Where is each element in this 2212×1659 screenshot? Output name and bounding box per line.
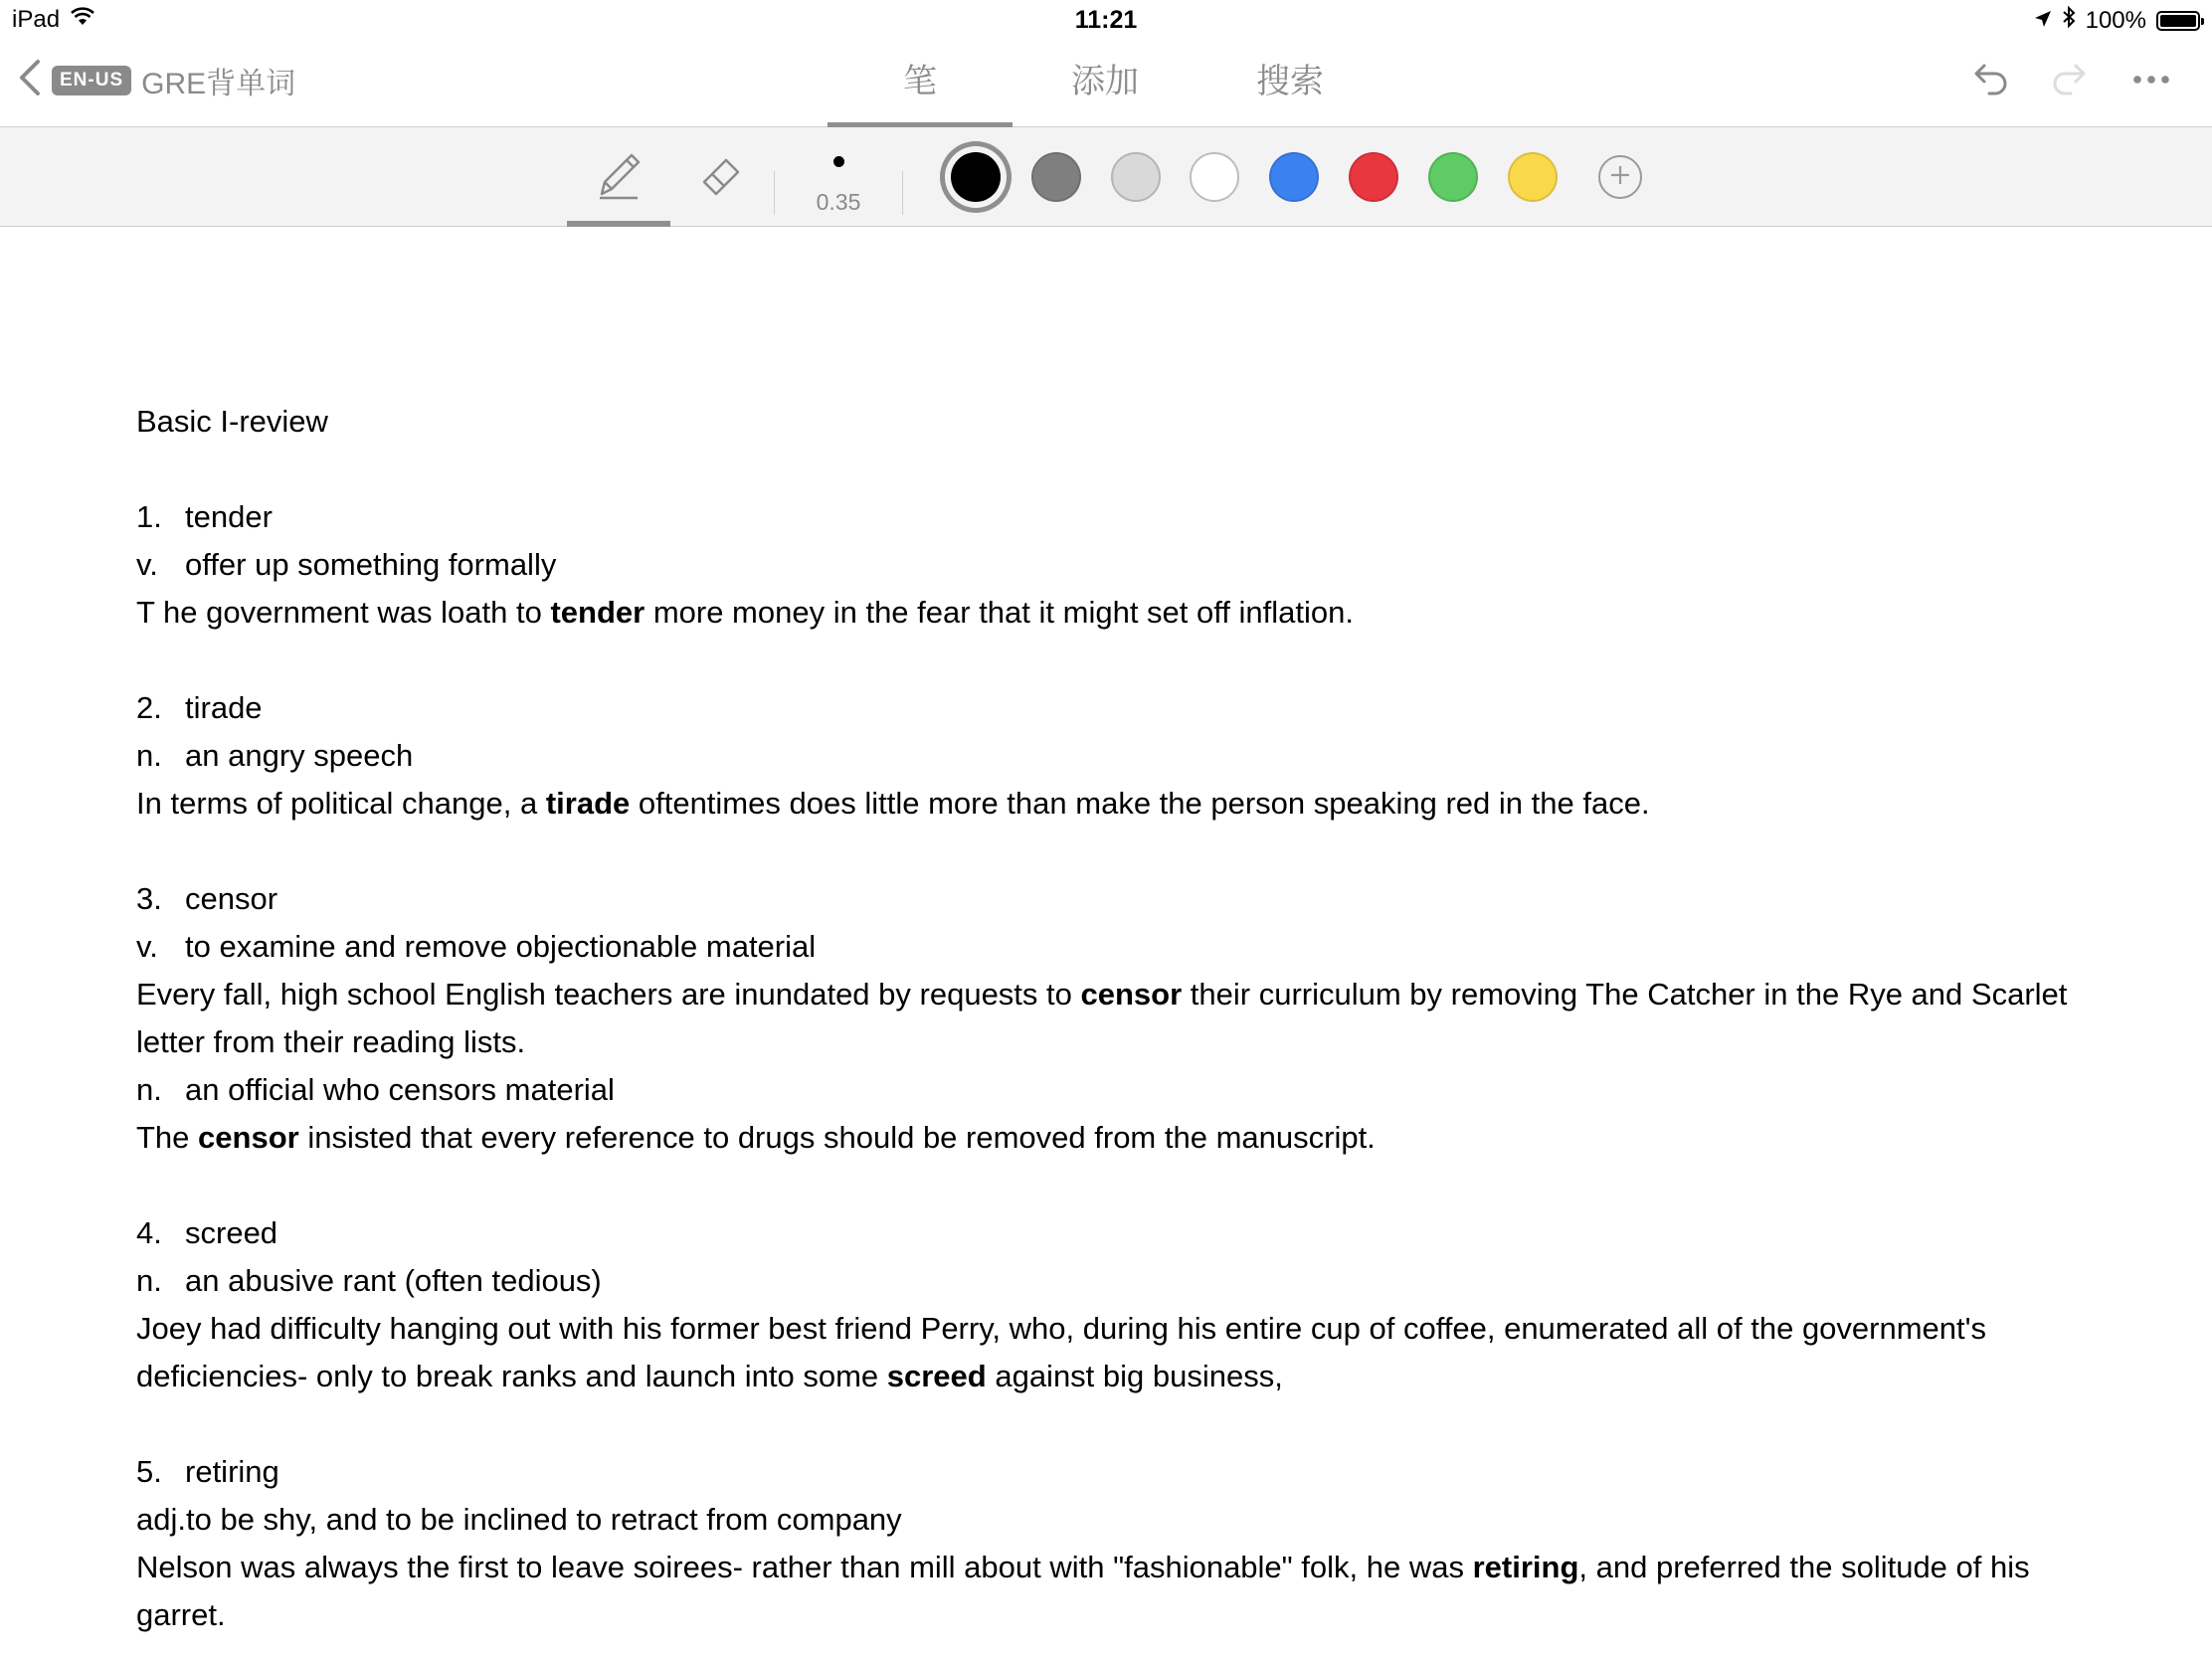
bluetooth-icon	[2062, 6, 2076, 35]
definition-text: an angry speech	[185, 738, 414, 773]
color-swatch-red[interactable]	[1349, 152, 1398, 202]
entry-headword-line	[136, 684, 2086, 732]
example-text: insisted that every reference to drugs should be removed from the manuscript.	[298, 1120, 1376, 1155]
status-bar	[0, 0, 2212, 40]
plus-icon	[1608, 163, 1632, 192]
entry-definition-line	[136, 1066, 2086, 1114]
entry-number: 1.	[136, 499, 162, 534]
example-keyword: screed	[886, 1359, 987, 1393]
example-keyword: tirade	[545, 786, 631, 821]
tab-bar	[828, 40, 1382, 127]
entry-definition-line	[136, 1257, 2086, 1305]
nav-actions	[1967, 58, 2172, 101]
entry-number: 2.	[136, 690, 162, 725]
color-swatch-white[interactable]	[1190, 152, 1239, 202]
tab-pen[interactable]: 笔	[828, 40, 1013, 127]
notebook-title: GRE背单词	[141, 67, 296, 100]
entry-headword-line	[136, 875, 2086, 923]
blank-line	[136, 446, 2086, 493]
blank-line	[136, 637, 2086, 684]
example-text: their curriculum by removing The Catcher in the Rye and Scarlet letter from their reading lists.	[136, 977, 2068, 1059]
part-of-speech: n.	[136, 1263, 162, 1298]
definition-text: to examine and remove objectionable material	[185, 929, 817, 964]
example-keyword: censor	[1080, 977, 1183, 1012]
entry-word: tirade	[185, 690, 263, 725]
color-swatch-gray[interactable]	[1031, 152, 1081, 202]
chevron-left-icon	[18, 58, 42, 102]
blank-line	[136, 828, 2086, 875]
example-sentence	[136, 589, 2086, 637]
status-right	[2034, 6, 2200, 35]
color-swatch-yellow[interactable]	[1508, 152, 1558, 202]
eraser-tool-button[interactable]	[676, 127, 766, 227]
note-title: Basic I-review	[136, 404, 328, 439]
example-sentence	[136, 1544, 2086, 1639]
definition-text: an official who censors material	[185, 1072, 615, 1107]
device-name: iPad	[12, 6, 61, 33]
tab-search[interactable]: 搜索	[1256, 63, 1324, 100]
entry-definition-line	[136, 732, 2086, 780]
blank-line	[136, 1400, 2086, 1448]
toolbar-divider	[902, 171, 903, 215]
redo-icon[interactable]	[2049, 58, 2093, 101]
entry-word: censor	[185, 881, 278, 916]
battery-percent: 100%	[2085, 6, 2146, 34]
entry-number: 3.	[136, 881, 162, 916]
definition-text: offer up something formally	[185, 547, 557, 582]
definition-text: an abusive rant (often tedious)	[185, 1263, 602, 1298]
example-text: T he government was loath to	[136, 595, 551, 630]
example-text: oftentimes does little more than make the person speaking red in the face.	[630, 786, 1650, 821]
add-color-button[interactable]	[1598, 155, 1642, 199]
stroke-width-dot	[833, 156, 844, 167]
battery-level	[2160, 15, 2196, 27]
example-text: against big business,	[986, 1359, 1283, 1393]
entry-word: retiring	[185, 1454, 279, 1489]
part-of-speech: n.	[136, 1072, 162, 1107]
example-text: In terms of political change, a	[136, 786, 546, 821]
entry-definition-line	[136, 923, 2086, 971]
stroke-width-value: 0.35	[816, 189, 861, 215]
pen-tool-button[interactable]	[567, 127, 670, 227]
more-options-icon[interactable]	[2130, 58, 2172, 101]
status-time: 11:21	[1074, 6, 1138, 34]
entry-word: tender	[185, 499, 273, 534]
example-sentence	[136, 1305, 2086, 1400]
entry-word: screed	[185, 1215, 278, 1250]
entry-headword-line	[136, 493, 2086, 541]
example-sentence	[136, 780, 2086, 828]
undo-icon[interactable]	[1967, 58, 2011, 101]
stroke-width-button[interactable]	[786, 127, 891, 227]
color-swatch-green[interactable]	[1428, 152, 1478, 202]
color-swatch-light-gray[interactable]	[1111, 152, 1161, 202]
pen-toolbar	[0, 127, 2212, 227]
example-sentence	[136, 1114, 2086, 1162]
back-button[interactable]	[18, 58, 295, 102]
tab-add[interactable]: 添加	[1071, 63, 1139, 100]
entry-number: 4.	[136, 1215, 162, 1250]
entry-number: 5.	[136, 1454, 162, 1489]
blank-line	[136, 1162, 2086, 1209]
example-keyword: tender	[550, 595, 645, 630]
part-of-speech: v.	[136, 929, 158, 964]
entry-definition-line	[136, 1496, 2086, 1544]
part-of-speech: v.	[136, 547, 158, 582]
example-text: more money in the fear that it might set off inflation.	[645, 595, 1354, 630]
definition-text: to be shy, and to be inclined to retract from company	[185, 1502, 902, 1537]
example-keyword: censor	[198, 1120, 299, 1155]
entry-definition-line	[136, 541, 2086, 589]
part-of-speech: adj.	[136, 1502, 186, 1537]
example-text: Joey had difficulty hanging out with his former best friend Perry, who, during his entire cup of coffee, enumerated all of the government's deficiencies- only to break ranks and launch into some	[136, 1311, 1987, 1393]
eraser-icon	[696, 150, 746, 205]
example-text: Nelson was always the first to leave soirees- rather than mill about with "fashionable" folk, he was	[136, 1550, 1473, 1584]
part-of-speech: n.	[136, 738, 162, 773]
battery-icon	[2156, 11, 2200, 31]
navigation-bar	[0, 40, 2212, 127]
color-swatch-black[interactable]	[951, 152, 1001, 202]
example-text: , and preferred the solitude of his garret.	[136, 1550, 2030, 1632]
example-keyword: retiring	[1472, 1550, 1579, 1584]
example-text: Every fall, high school English teachers are inundated by requests to	[136, 977, 1081, 1012]
pencil-icon	[592, 148, 645, 207]
entry-headword-line	[136, 1448, 2086, 1496]
toolbar-divider	[774, 171, 775, 215]
location-arrow-icon	[2034, 7, 2052, 35]
note-content[interactable]	[136, 398, 2086, 1639]
example-text: The	[136, 1120, 199, 1155]
language-badge: EN-US	[52, 66, 131, 95]
color-swatch-blue[interactable]	[1269, 152, 1319, 202]
example-sentence	[136, 971, 2086, 1066]
entry-headword-line	[136, 1209, 2086, 1257]
